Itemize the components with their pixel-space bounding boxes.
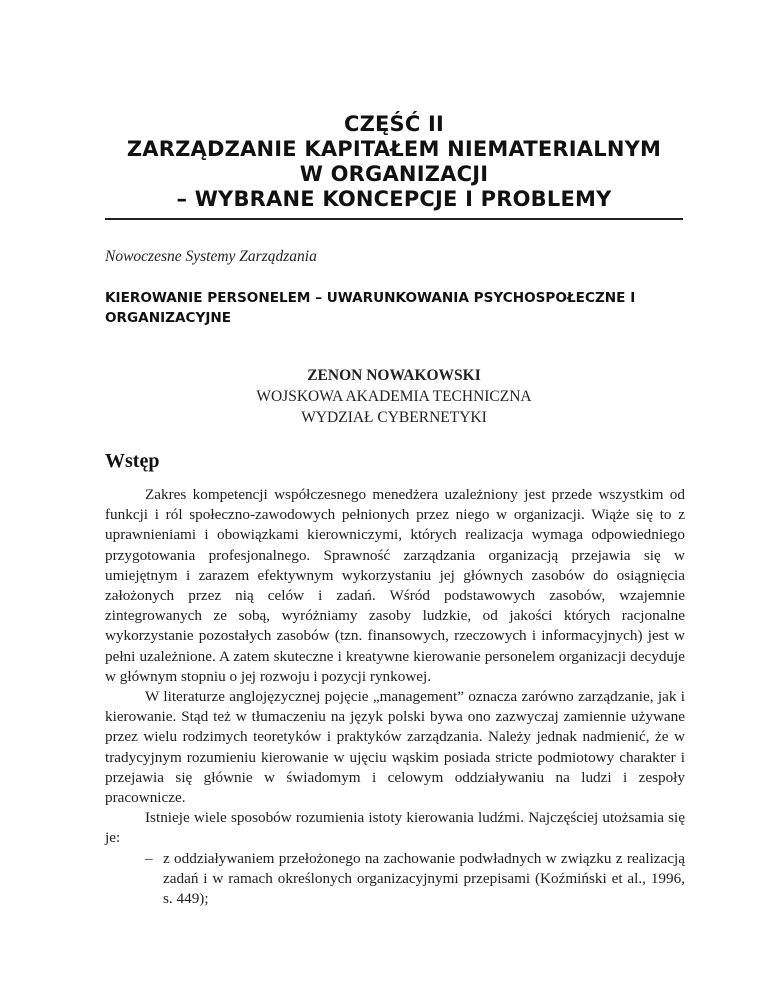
body-paragraph: Istnieje wiele sposobów rozumienia istoty kierowania ludźmi. Najczęściej utożsamia się je: [105, 809, 685, 847]
bullet-list [105, 849, 685, 910]
body-text [105, 485, 685, 909]
part-header-line: ZARZĄDZANIE KAPITAŁEM NIEMATERIALNYM [126, 137, 662, 161]
article-title: KIEROWANIE PERSONELEM – UWARUNKOWANIA PSYCHOSPOŁECZNE I ORGANIZACYJNE [105, 290, 636, 326]
list-item [145, 849, 685, 910]
part-header [105, 112, 683, 212]
author-department: WYDZIAŁ CYBERNETYKI [301, 409, 487, 426]
author-affiliation: WOJSKOWA AKADEMIA TECHNICZNA [256, 388, 532, 405]
list-dash: – [145, 849, 153, 867]
section-heading: Wstęp [105, 450, 160, 472]
list-item-text: z oddziaływaniem przełożonego na zachowanie podwładnych w związku z realizacją zadań i w ramach określonych organizacyjnymi przepisami (Koźmiński et al., 1996, s. 449); [163, 849, 685, 908]
journal-name: Nowoczesne Systemy Zarządzania [105, 248, 317, 265]
body-paragraph: Zakres kompetencji współczesnego menedżera uzależniony jest przede wszystkim od funkcji i ról społeczno-zawodowych pełnionych przez niego w organizacji. Wiąże się to z uprawnieniami i obowiązkami kierowniczymi, których realizacja wymaga odpowiedniego przygotowania profesjonalnego. Sprawność zarządzania organizacją przejawia się w umiejętnym i zarazem efektywnym wykorzystaniu jej głównych zasobów do osiągnięcia założonych przez nią celów i zadań. Wśród podstawowych zasobów, wzajemnie zintegrowanych ze sobą, wyróżniamy zasoby ludzkie, od jakości których racjonalne wykorzystanie pozostałych zasobów (tzn. finansowych, rzeczowych i informacyjnych) jest w pełni uzależnione. A zatem skuteczne i kreatywne kierowanie personelem organizacji decyduje w głównym stopniu o jej rozwoju i pozycji rynkowej. [105, 486, 685, 685]
part-header-line: – WYBRANE KONCEPCJE I PROBLEMY [176, 187, 612, 211]
author-block [105, 365, 683, 428]
author-name: ZENON NOWAKOWSKI [307, 367, 481, 384]
body-paragraph: W literaturze anglojęzycznej pojęcie „management” oznacza zarówno zarządzanie, jak i kierowanie. Stąd też w tłumaczeniu na język polski bywa ono zazwyczaj zamiennie używane przez wielu rodzimych teoretyków i praktyków zarządzania. Należy jednak nadmienić, że w tradycyjnym rozumieniu kierowanie w ujęciu wąskim posiada stricte podmiotowy charakter i przejawia się głównie w świadomym i celowym oddziaływaniu na ludzi i zespoły pracownicze. [105, 688, 685, 807]
header-divider [105, 218, 683, 220]
part-header-line: CZĘŚĆ II [343, 112, 445, 136]
part-header-line: W ORGANIZACJI [299, 162, 489, 186]
